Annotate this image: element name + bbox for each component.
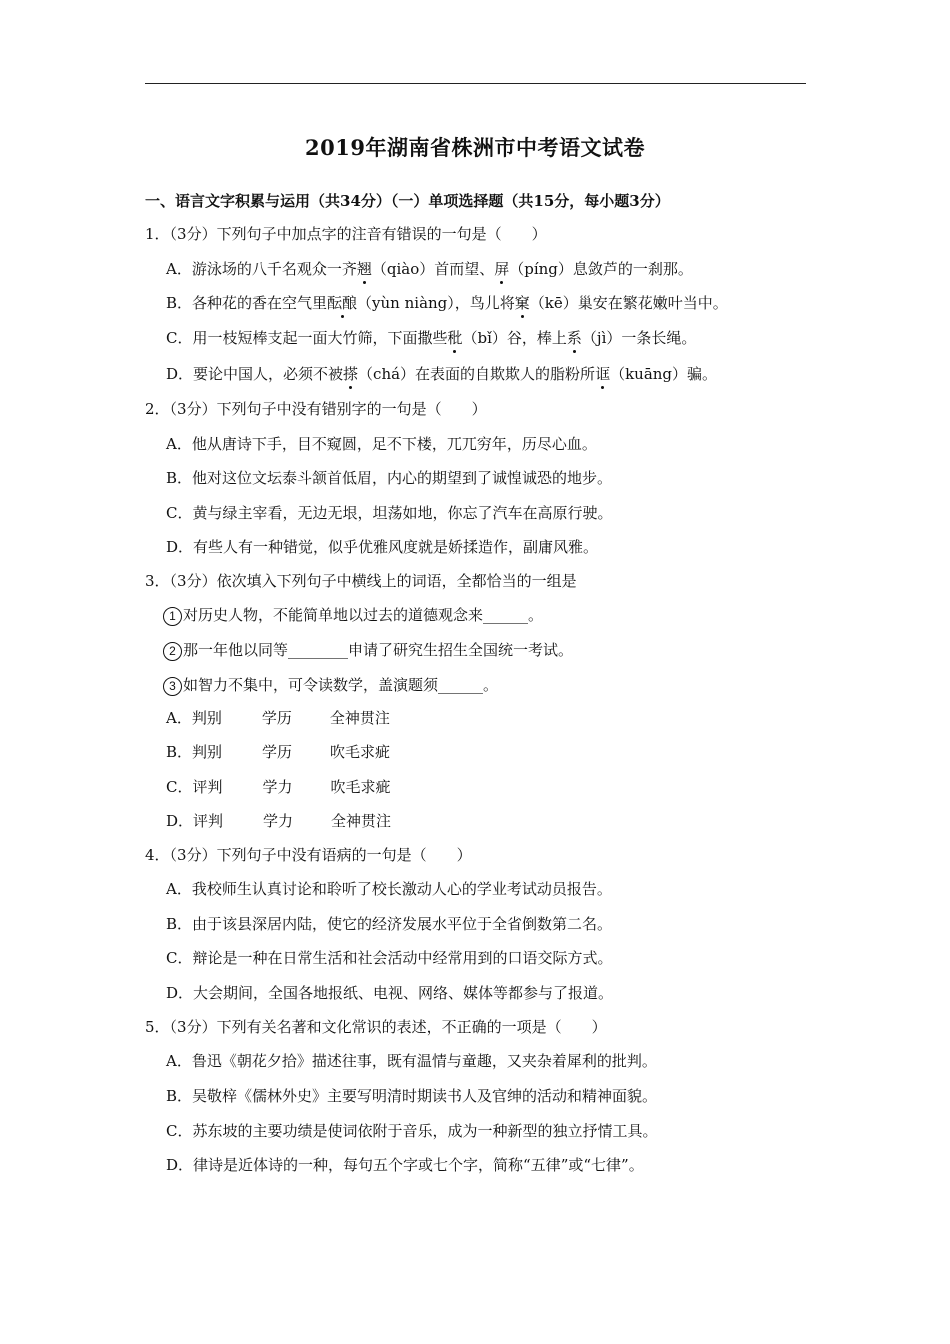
- question-4-option-b: B．由于该县深居内陆，使它的经济发展水平位于全省倒数第二名。: [166, 915, 613, 933]
- question-3-sentence-2: 2 那一年他以同等________申请了研究生招生全国统一考试。: [163, 640, 573, 661]
- question-3-stem: 3．（3分）依次填入下列句子中横线上的词语，全都恰当的一组是: [145, 572, 577, 590]
- question-1-stem: 1．（3分）下列句子中加点字的注音有错误的一句是（ ）: [145, 225, 547, 243]
- question-5-stem: 5．（3分）下列有关名著和文化常识的表述，不正确的一项是（ ）: [145, 1018, 607, 1036]
- question-5-option-a: A．鲁迅《朝花夕拾》描述往事，既有温情与童趣，又夹杂着犀利的批判。: [166, 1052, 657, 1070]
- question-2-stem: 2．（3分）下列句子中没有错别字的一句是（ ）: [145, 400, 487, 418]
- question-4-stem: 4．（3分）下列句子中没有语病的一句是（ ）: [145, 846, 472, 864]
- question-3-sentence-3: 3 如智力不集中，可令读数学，盖演题须______。: [163, 675, 498, 696]
- dotted-char: 翘: [356, 260, 372, 278]
- question-1-option-c: C．用一枝短棒支起一面大竹筛，下面撒些秕（bǐ）谷，棒上系（jì）一条长绳。: [166, 329, 697, 347]
- circled-number: 1: [163, 607, 182, 626]
- question-2-option-a: A．他从唐诗下手，目不窥圆，足不下楼，兀兀穷年，历尽心血。: [166, 435, 597, 453]
- question-3-option-b: B．判别 学历 吹毛求疵: [166, 743, 391, 761]
- page-title: 2019年湖南省株洲市中考语文试卷: [305, 135, 645, 160]
- dotted-char: 搽: [343, 365, 359, 383]
- question-5-option-b: B．吴敬梓《儒林外史》主要写明清时期读书人及官绅的活动和精神面貌。: [166, 1087, 658, 1105]
- section-heading: 一、语言文字积累与运用（共34分）（一）单项选择题（共15分，每小题3分）: [145, 192, 670, 210]
- dotted-char: 系: [566, 329, 582, 347]
- question-2-option-b: B．他对这位文坛泰斗颔首低眉，内心的期望到了诚惶诚恐的地步。: [166, 469, 613, 487]
- question-2-option-c: C．黄与绿主宰看，无边无垠，坦荡如地，你忘了汽车在高原行驶。: [166, 504, 613, 522]
- question-3-option-c: C．评判 学力 吹毛求疵: [166, 778, 391, 796]
- question-3-option-d: D．评判 学力 全神贯注: [166, 812, 392, 830]
- question-1-option-d: D．要论中国人，必须不被搽（chá）在表面的自欺欺人的脂粉所诓（kuāng）骗。: [166, 365, 718, 383]
- circled-number: 3: [163, 677, 182, 696]
- question-3-sentence-1: 1 对历史人物，不能简单地以过去的道德观念来______。: [163, 605, 543, 626]
- question-4-option-c: C．辩论是一种在日常生活和社会活动中经常用到的口语交际方式。: [166, 949, 613, 967]
- question-5-option-d: D．律诗是近体诗的一种，每句五个字或七个字，简称“五律”或“七律”。: [166, 1156, 644, 1174]
- dotted-char: 诓: [595, 365, 611, 383]
- dotted-char: 屏: [494, 260, 510, 278]
- question-1-option-b: B．各种花的香在空气里酝酿（yùn niàng），鸟儿将窠（kē）巢安在繁花嫩叶当中。: [166, 294, 728, 312]
- dotted-char: 窠: [514, 294, 530, 312]
- question-3-option-a: A．判别 学历 全神贯注: [166, 709, 390, 727]
- circled-number: 2: [163, 642, 182, 661]
- question-4-option-a: A．我校师生认真讨论和聆听了校长激动人心的学业考试动员报告。: [166, 880, 612, 898]
- question-2-option-d: D．有些人有一种错觉，似乎优雅风度就是娇揉造作，副庸风雅。: [166, 538, 599, 556]
- question-4-option-d: D．大会期间，全国各地报纸、电视、网络、媒体等都参与了报道。: [166, 984, 614, 1002]
- dotted-char: 酝酿: [327, 294, 358, 312]
- header-rule: [145, 83, 806, 84]
- question-1-option-a: A．游泳场的八千名观众一齐翘（qiào）首而望、屏（píng）息敛芦的一刹那。: [166, 260, 693, 278]
- question-5-option-c: C．苏东坡的主要功绩是使词依附于音乐，成为一种新型的独立抒情工具。: [166, 1122, 658, 1140]
- dotted-char: 秕: [447, 329, 463, 347]
